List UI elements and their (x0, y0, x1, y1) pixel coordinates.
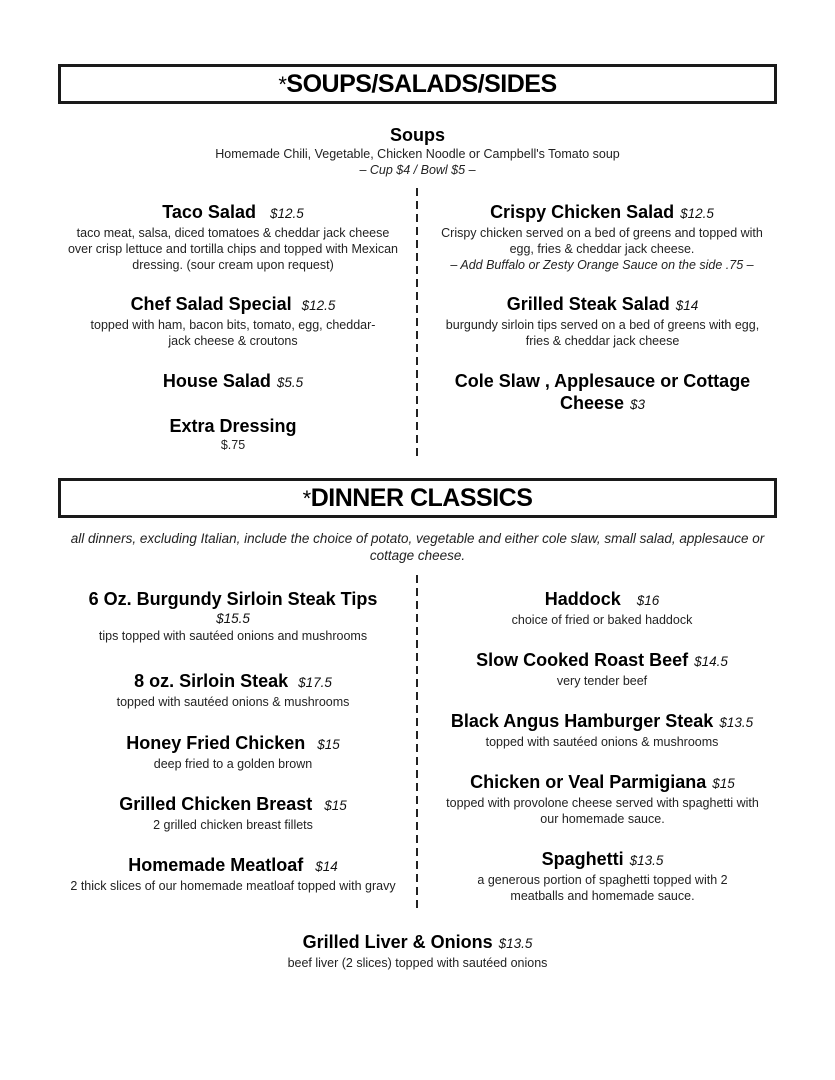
title-asterisk: * (278, 71, 287, 97)
menu-item-hamburger-steak (432, 710, 772, 750)
menu-item-sides (445, 370, 760, 416)
item-desc: taco meat, salsa, diced tomatoes & cheddar jack cheese over crisp lettuce and tortilla chips and topped with Mexican dressing. (sour cream upon request) (67, 226, 399, 272)
item-price: $12.5 (680, 206, 714, 221)
menu-item-liver-onions (0, 931, 835, 971)
item-price: $15.5 (216, 611, 250, 626)
item-desc: topped with provolone cheese served with spaghetti with our homemade sauce. (446, 796, 759, 826)
section-title (278, 70, 556, 99)
item-name: Chef Salad Special (130, 294, 292, 314)
item-name: Honey Fried Chicken (126, 733, 306, 753)
menu-item-steak-tips (65, 588, 401, 644)
item-name: 8 oz. Sirloin Steak (134, 671, 289, 691)
menu-item-grilled-chicken-breast (65, 793, 401, 833)
menu-item-taco-salad (65, 201, 401, 273)
item-name: Grilled Steak Salad (506, 294, 670, 314)
item-prices: – Cup $4 / Bowl $5 – (359, 163, 476, 177)
item-price: $13.5 (719, 715, 754, 730)
item-desc: topped with sautéed onions & mushrooms (485, 735, 719, 749)
item-name: Crispy Chicken Salad (490, 202, 675, 222)
item-price: $15 (317, 737, 340, 752)
menu-item-house-salad (65, 370, 401, 394)
item-desc: topped with sautéed onions & mushrooms (116, 695, 350, 709)
item-price: $14 (315, 859, 338, 874)
menu-item-meatloaf (65, 854, 401, 894)
item-desc: choice of fried or baked haddock (511, 613, 693, 627)
item-name: Haddock (544, 589, 621, 609)
item-name: Grilled Chicken Breast (119, 794, 313, 814)
section-title (303, 484, 533, 513)
item-desc: 2 grilled chicken breast fillets (153, 818, 313, 832)
menu-item-honey-fried-chicken (65, 732, 401, 772)
title-asterisk: * (302, 485, 311, 511)
menu-item-sirloin-steak (65, 670, 401, 710)
item-desc: 2 thick slices of our homemade meatloaf topped with gravy (70, 879, 396, 893)
column-divider (416, 575, 418, 908)
menu-item-grilled-steak-salad (440, 293, 765, 349)
item-name: Homemade Meatloaf (128, 855, 304, 875)
item-name: Chicken or Veal Parmigiana (470, 772, 707, 792)
menu-item-chef-salad (85, 293, 381, 349)
item-name: Black Angus Hamburger Steak (450, 711, 714, 731)
item-price: $3 (630, 397, 646, 412)
dinner-intro (70, 530, 765, 564)
item-price: $15 (712, 776, 735, 791)
menu-item-extra-dressing (65, 415, 401, 453)
intro-text: all dinners, excluding Italian, include the choice of potato, vegetable and either cole slaw, small salad, applesauce or cottage cheese. (70, 531, 765, 563)
item-price: $.75 (220, 438, 246, 452)
item-desc: a generous portion of spaghetti topped with 2 meatballs and homemade sauce. (477, 873, 728, 903)
menu-item-roast-beef (432, 649, 772, 689)
item-price: $14.5 (694, 654, 728, 669)
item-price: $5.5 (276, 375, 304, 390)
item-name: Spaghetti (541, 849, 624, 869)
item-desc: Crispy chicken served on a bed of greens and topped with egg, fries & cheddar jack cheese. (441, 226, 763, 256)
item-name: Slow Cooked Roast Beef (476, 650, 689, 670)
item-name: Cole Slaw , Applesauce or Cottage Cheese (454, 371, 751, 413)
item-price: $14 (675, 298, 699, 313)
item-price: $12.5 (301, 298, 336, 313)
item-note: – Add Buffalo or Zesty Orange Sauce on the side .75 – (450, 258, 754, 272)
item-name: 6 Oz. Burgundy Sirloin Steak Tips (88, 589, 378, 609)
item-price: $15 (324, 798, 347, 813)
item-price: $13.5 (498, 936, 533, 951)
menu-item-crispy-chicken-salad (432, 201, 772, 273)
item-name: Soups (389, 125, 445, 145)
column-divider (416, 188, 418, 456)
item-desc: topped with ham, bacon bits, tomato, egg, cheddar-jack cheese & croutons (90, 318, 376, 348)
item-price: $16 (636, 593, 660, 608)
soups-item (0, 124, 835, 178)
section-header-soups-salads-sides (58, 64, 777, 104)
item-price: $12.5 (269, 206, 304, 221)
item-desc: beef liver (2 slices) topped with sautéed onions (287, 956, 548, 970)
section-header-dinner-classics (58, 478, 777, 518)
item-desc: deep fried to a golden brown (153, 757, 313, 771)
item-desc: Homemade Chili, Vegetable, Chicken Noodle or Campbell's Tomato soup (215, 147, 620, 161)
menu-item-parmigiana (440, 771, 765, 827)
section-title-text: SOUPS/SALADS/SIDES (286, 69, 557, 98)
item-desc: very tender beef (556, 674, 648, 688)
section-title-text: DINNER CLASSICS (310, 483, 533, 512)
item-price: $13.5 (629, 853, 664, 868)
item-price: $17.5 (298, 675, 332, 690)
item-name: Taco Salad (162, 202, 256, 222)
item-name: House Salad (162, 371, 271, 391)
item-name: Grilled Liver & Onions (302, 932, 493, 952)
menu-item-haddock (432, 588, 772, 628)
item-desc: tips topped with sautéed onions and mushrooms (98, 629, 368, 643)
item-desc: burgundy sirloin tips served on a bed of greens with egg, fries & cheddar jack cheese (445, 318, 760, 348)
item-name: Extra Dressing (169, 416, 297, 436)
menu-item-spaghetti (455, 848, 750, 904)
